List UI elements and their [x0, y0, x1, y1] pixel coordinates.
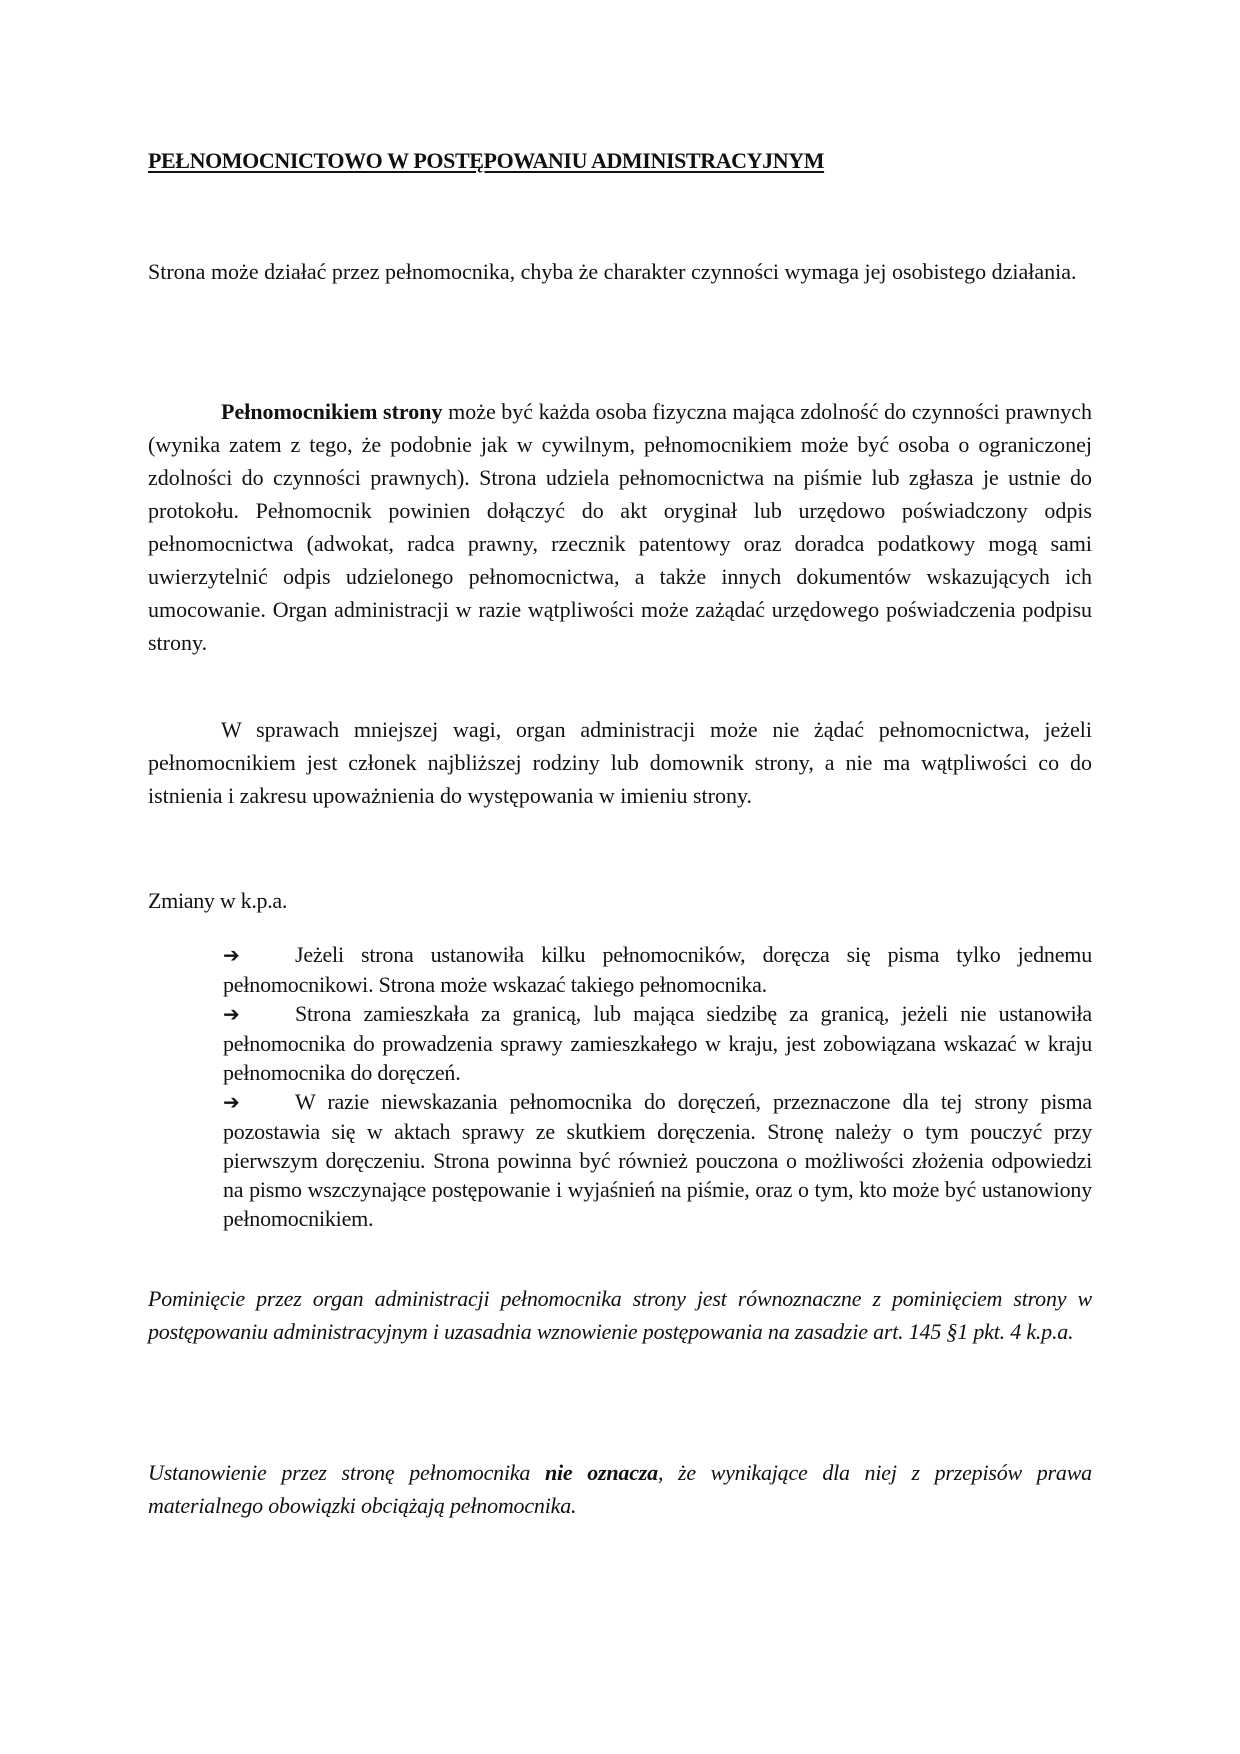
- list-item: [223, 940, 1092, 999]
- changes-heading: Zmiany w k.p.a.: [148, 888, 288, 913]
- paragraph-text: W sprawach mniejszej wagi, organ administracji może nie żądać pełnomocnictwa, jeżeli pełnomocnikiem jest członek najbliższej rodziny lub domownik strony, a nie ma wątpliwości co do istnienia i zakresu upoważnienia do występowania w imieniu strony.: [148, 717, 1092, 808]
- arrow-right-icon: ➔: [223, 943, 240, 967]
- note-obligations: [148, 1456, 1092, 1522]
- paragraph-intro: [148, 255, 1092, 288]
- paragraph-text: może być każda osoba fizyczna mająca zdolność do czynności prawnych (wynika zatem z tego, że podobnie jak w cywilnym, pełnomocnikiem może być osoba o ograniczonej zdolności do czynności prawnych). Strona udziela pełnomocnictwa na piśmie lub zgłasza je ustnie do protokołu. Pełnomocnik powinien dołączyć do akt oryginał lub urzędowo poświadczony odpis pełnomocnictwa (adwokat, radca prawny, rzecznik patentowy oraz doradca podatkowy mogą sami uwierzytelnić odpis udzielonego pełnomocnictwa, a także innych dokumentów wskazujących ich umocowanie. Organ administracji w razie wątpliwości może zażądać urzędowego poświadczenia podpisu strony.: [148, 399, 1092, 655]
- list-item-text: Jeżeli strona ustanowiła kilku pełnomocników, doręcza się pisma tylko jednemu pełnomocnikowi. Strona może wskazać takiego pełnomocnika.: [223, 942, 1092, 997]
- note-emphasis: nie oznacza: [544, 1460, 658, 1485]
- note-text-before: Ustanowienie przez stronę pełnomocnika: [148, 1460, 545, 1485]
- note-text-after: , że wynikające dla niej z przepisów prawa materialnego obowiązki obciążają pełnomocnika.: [148, 1460, 1092, 1518]
- note-omission: [148, 1282, 1092, 1348]
- paragraph-text: Strona może działać przez pełnomocnika, chyba że charakter czynności wymaga jej osobistego działania.: [148, 259, 1077, 284]
- list-item-text: W razie niewskazania pełnomocnika do doręczeń, przeznaczone dla tej strony pisma pozostawia się w aktach sprawy ze skutkiem doręczenia. Stronę należy o tym pouczyć przy pierwszym doręczeniu. Strona powinna być również pouczona o możliwości złożenia odpowiedzi na pismo wszczynające postępowanie i wyjaśnień na piśmie, oraz o tym, kto może być ustanowiony pełnomocnikiem.: [223, 1089, 1092, 1231]
- list-item-text: Strona zamieszkała za granicą, lub mająca siedzibę za granicą, jeżeli nie ustanowiła pełnomocnika do prowadzenia sprawy zamieszkałego w kraju, jest zobowiązana wskazać w kraju pełnomocnika do doręczeń.: [223, 1001, 1092, 1085]
- changes-list: [223, 940, 1092, 1233]
- paragraph-pelnomocnik: [148, 395, 1092, 659]
- list-item: [223, 999, 1092, 1087]
- note-text: Pominięcie przez organ administracji pełnomocnika strony jest równoznaczne z pominięciem strony w postępowaniu administracyjnym i uzasadnia wznowienie postępowania na zasadzie art. 145 §1 pkt. 4 k.p.a.: [148, 1286, 1092, 1344]
- arrow-right-icon: ➔: [223, 1002, 240, 1026]
- paragraph-minor-matters: [148, 713, 1092, 812]
- bold-term: Pełnomocnikiem strony: [221, 399, 443, 424]
- arrow-right-icon: ➔: [223, 1090, 240, 1114]
- list-item: [223, 1087, 1092, 1233]
- document-title: PEŁNOMOCNICTOWO W POSTĘPOWANIU ADMINISTRACYJNYM: [148, 148, 825, 173]
